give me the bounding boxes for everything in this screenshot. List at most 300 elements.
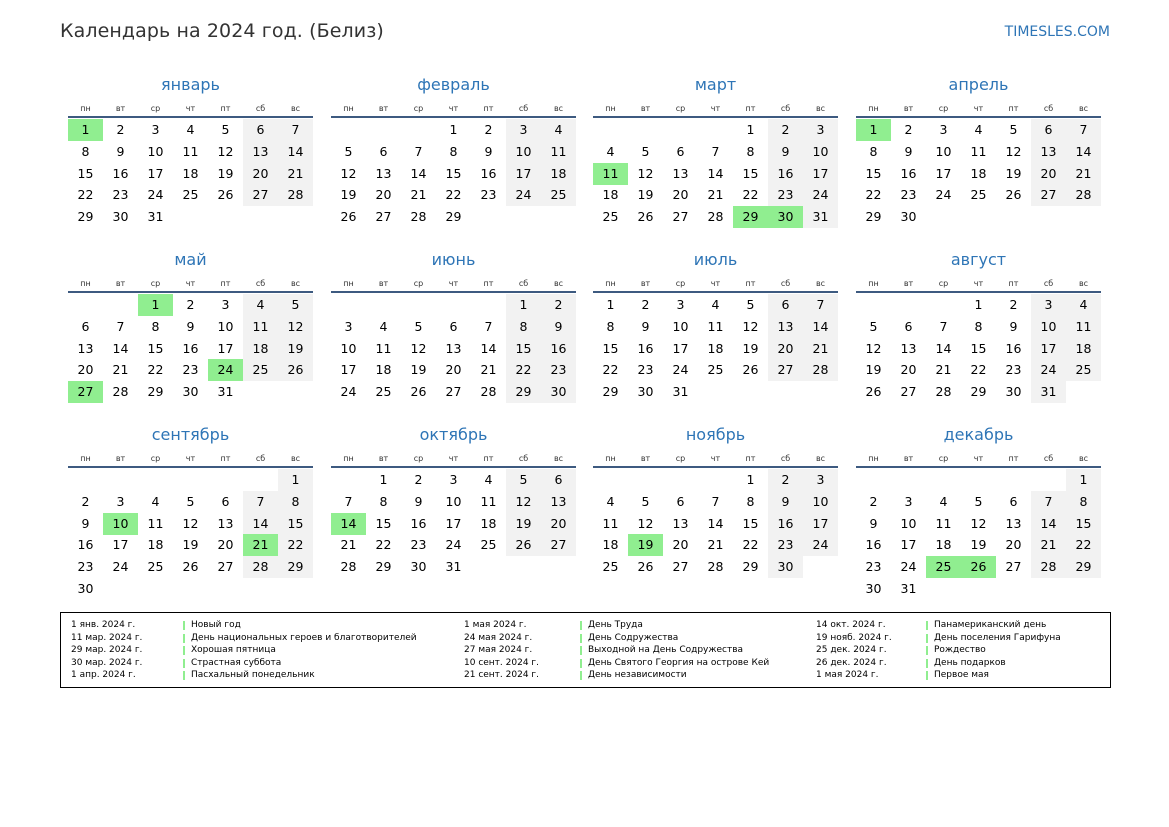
calendar-day: 12 xyxy=(217,143,234,159)
calendar-day: 18 xyxy=(707,340,724,356)
holiday-day: 27 xyxy=(68,381,103,403)
calendar-day: 12 xyxy=(340,165,357,181)
calendar-day: 25 xyxy=(1066,359,1101,381)
calendar-day: 14 xyxy=(1031,513,1066,535)
legend-marker xyxy=(580,621,582,630)
calendar-day: 18 xyxy=(541,163,576,185)
calendar-day: 20 xyxy=(375,187,392,203)
weekday-label: пн xyxy=(868,104,879,113)
calendar-day: 15 xyxy=(742,515,759,531)
calendar-day: 16 xyxy=(410,515,427,531)
holiday-date: 10 сент. 2024 г. xyxy=(464,657,540,668)
weekday-label: вт xyxy=(903,104,914,113)
calendar-day: 9 xyxy=(81,515,90,531)
calendar-day: 9 xyxy=(1009,318,1018,334)
weekday-label: сб xyxy=(518,104,529,113)
calendar-day: 16 xyxy=(768,163,803,185)
calendar-day: 26 xyxy=(410,384,427,399)
calendar-day: 24 xyxy=(506,184,541,206)
weekday-label: ср xyxy=(150,279,161,288)
calendar-day: 5 xyxy=(746,297,755,312)
weekday-label: пт xyxy=(483,279,494,288)
calendar-day: 31 xyxy=(147,209,164,224)
holiday-day: 1 xyxy=(856,119,891,141)
calendar-day: 22 xyxy=(147,362,164,378)
calendar-day: 28 xyxy=(1066,184,1101,206)
calendar-day: 27 xyxy=(900,384,917,399)
calendar-day: 29 xyxy=(970,384,987,399)
weekday-label: чт xyxy=(185,454,196,463)
legend-marker xyxy=(926,659,928,668)
calendar-day: 23 xyxy=(112,187,129,203)
calendar-day: 3 xyxy=(803,469,838,491)
holiday-legend xyxy=(60,612,1111,688)
calendar-day: 14 xyxy=(480,340,497,356)
weekday-label: сб xyxy=(518,279,529,288)
weekday-label: сб xyxy=(518,454,529,463)
calendar-day: 16 xyxy=(865,537,882,553)
calendar-day: 13 xyxy=(768,316,803,338)
calendar-day: 7 xyxy=(414,143,423,159)
calendar-day: 31 xyxy=(445,559,462,574)
calendar-day: 2 xyxy=(641,297,650,312)
holiday-day: 26 xyxy=(961,556,996,578)
legend-marker xyxy=(183,634,185,643)
header-rule xyxy=(331,291,576,293)
calendar-day: 5 xyxy=(641,143,650,159)
calendar-day: 7 xyxy=(278,119,313,141)
calendar-day: 3 xyxy=(904,493,913,509)
calendar-day: 30 xyxy=(182,384,199,399)
calendar-day: 8 xyxy=(869,143,878,159)
weekday-label: чт xyxy=(973,104,984,113)
calendar-day: 15 xyxy=(147,340,164,356)
weekday-label: пн xyxy=(80,279,91,288)
calendar-day: 21 xyxy=(480,362,497,378)
calendar-day: 31 xyxy=(672,384,689,399)
calendar-day: 11 xyxy=(707,318,724,334)
month-name: сентябрь xyxy=(151,425,230,444)
calendar-day: 18 xyxy=(935,537,952,553)
holiday-day: 1 xyxy=(138,294,173,316)
weekday-label: пн xyxy=(80,104,91,113)
weekday-label: чт xyxy=(448,104,459,113)
weekday-label: вт xyxy=(640,454,651,463)
calendar-day: 25 xyxy=(602,209,619,224)
weekday-label: сб xyxy=(1043,104,1054,113)
weekday-label: пт xyxy=(220,279,231,288)
calendar-day: 24 xyxy=(147,187,164,203)
header-rule xyxy=(331,466,576,468)
calendar-day: 17 xyxy=(340,362,357,378)
calendar-day: 27 xyxy=(672,559,689,574)
site-link[interactable]: TIMESLES.COM xyxy=(1004,24,1110,40)
calendar-day: 1 xyxy=(1066,469,1101,491)
holiday-day: 14 xyxy=(331,513,366,535)
calendar-day: 11 xyxy=(935,515,952,531)
calendar-day: 23 xyxy=(900,187,917,203)
legend-marker xyxy=(183,659,185,668)
calendar-day: 27 xyxy=(1005,559,1022,574)
calendar-day: 27 xyxy=(541,534,576,556)
weekday-label: вс xyxy=(553,454,564,463)
holiday-date: 1 мая 2024 г. xyxy=(816,670,879,681)
calendar-day: 17 xyxy=(217,340,234,356)
weekday-label: пн xyxy=(605,454,616,463)
calendar-day: 10 xyxy=(217,318,234,334)
calendar-day: 19 xyxy=(742,340,759,356)
calendar-day: 2 xyxy=(541,294,576,316)
calendar-day: 31 xyxy=(1031,381,1066,403)
calendar-day: 9 xyxy=(414,493,423,509)
calendar-day: 3 xyxy=(676,297,685,312)
calendar-day: 13 xyxy=(217,515,234,531)
legend-marker xyxy=(183,646,185,655)
legend-marker xyxy=(580,671,582,680)
weekday-label: вт xyxy=(378,279,389,288)
calendar-day: 14 xyxy=(803,316,838,338)
calendar-day: 29 xyxy=(77,209,94,224)
calendar-day: 2 xyxy=(81,493,90,509)
calendar-day: 11 xyxy=(602,515,619,531)
calendar-day: 8 xyxy=(974,318,983,334)
calendar-day: 13 xyxy=(375,165,392,181)
calendar-day: 20 xyxy=(672,537,689,553)
calendar-day: 19 xyxy=(410,362,427,378)
calendar-day: 14 xyxy=(112,340,129,356)
weekday-label: ср xyxy=(413,279,424,288)
weekday-label: ср xyxy=(675,279,686,288)
calendar-day: 26 xyxy=(506,534,541,556)
weekday-label: ср xyxy=(938,454,949,463)
weekday-label: чт xyxy=(973,454,984,463)
calendar-day: 25 xyxy=(375,384,392,399)
holiday-name: День национальных героев и благотворителей xyxy=(191,632,417,643)
weekday-label: вс xyxy=(1078,279,1089,288)
calendar-day: 26 xyxy=(1005,187,1022,203)
holiday-name: День подарков xyxy=(934,657,1006,668)
calendar-day: 30 xyxy=(112,209,129,224)
calendar-day: 17 xyxy=(803,163,838,185)
calendar-day: 28 xyxy=(112,384,129,399)
weekday-label: вт xyxy=(903,454,914,463)
month-name: декабрь xyxy=(943,425,1014,444)
calendar-day: 16 xyxy=(637,340,654,356)
calendar-day: 28 xyxy=(1031,556,1066,578)
legend-marker xyxy=(580,659,582,668)
calendar-day: 6 xyxy=(676,493,685,509)
calendar-day: 29 xyxy=(278,556,313,578)
weekday-label: вс xyxy=(1078,104,1089,113)
weekday-label: вс xyxy=(815,454,826,463)
legend-marker xyxy=(183,671,185,680)
calendar-day: 1 xyxy=(449,122,458,137)
weekday-label: вт xyxy=(903,279,914,288)
calendar-day: 13 xyxy=(1005,515,1022,531)
calendar-day: 19 xyxy=(970,537,987,553)
calendar-day: 29 xyxy=(742,559,759,574)
calendar-day: 26 xyxy=(217,187,234,203)
calendar-day: 4 xyxy=(606,143,615,159)
header-rule xyxy=(68,466,313,468)
calendar-day: 30 xyxy=(865,580,882,596)
calendar-day: 21 xyxy=(410,187,427,203)
calendar-day: 13 xyxy=(1031,141,1066,163)
header-rule xyxy=(593,291,838,293)
weekday-label: пн xyxy=(343,454,354,463)
calendar-day: 11 xyxy=(970,143,987,159)
holiday-date: 26 дек. 2024 г. xyxy=(816,657,887,668)
calendar-day: 7 xyxy=(1066,119,1101,141)
calendar-day: 16 xyxy=(182,340,199,356)
calendar-day: 5 xyxy=(344,143,353,159)
legend-marker xyxy=(926,634,928,643)
weekday-label: чт xyxy=(185,104,196,113)
calendar-day: 12 xyxy=(637,515,654,531)
calendar-day: 12 xyxy=(410,340,427,356)
legend-marker xyxy=(926,646,928,655)
calendar-day: 17 xyxy=(445,515,462,531)
calendar-day: 20 xyxy=(243,163,278,185)
header-rule xyxy=(593,466,838,468)
holiday-name: День независимости xyxy=(588,670,687,681)
calendar-day: 5 xyxy=(974,493,983,509)
calendar-day: 10 xyxy=(506,141,541,163)
weekday-header xyxy=(68,102,313,116)
calendar-day: 11 xyxy=(182,143,199,159)
calendar-day: 22 xyxy=(602,362,619,378)
calendar-day: 5 xyxy=(506,469,541,491)
calendar-day: 7 xyxy=(803,294,838,316)
calendar-day: 5 xyxy=(186,493,195,509)
weekday-label: пт xyxy=(745,279,756,288)
holiday-day: 25 xyxy=(926,556,961,578)
calendar-day: 10 xyxy=(445,493,462,509)
calendar-day: 14 xyxy=(1066,141,1101,163)
calendar-day: 3 xyxy=(803,119,838,141)
weekday-label: пн xyxy=(343,279,354,288)
calendar-day: 18 xyxy=(147,537,164,553)
calendar-day: 21 xyxy=(803,338,838,360)
calendar-day: 27 xyxy=(375,209,392,224)
calendar-day: 18 xyxy=(970,165,987,181)
header-rule xyxy=(856,291,1101,293)
calendar-day: 4 xyxy=(243,294,278,316)
calendar-day: 16 xyxy=(1005,340,1022,356)
calendar-day: 26 xyxy=(637,559,654,574)
calendar-day: 4 xyxy=(711,297,720,312)
calendar-day: 5 xyxy=(414,318,423,334)
calendar-day: 29 xyxy=(375,559,392,574)
calendar-day: 19 xyxy=(217,165,234,181)
calendar-day: 19 xyxy=(182,537,199,553)
weekday-label: вт xyxy=(640,104,651,113)
calendar-day: 10 xyxy=(803,141,838,163)
calendar-day: 10 xyxy=(1031,316,1066,338)
calendar-day: 2 xyxy=(1009,297,1018,312)
weekday-label: чт xyxy=(185,279,196,288)
calendar-day: 23 xyxy=(541,359,576,381)
calendar-day: 31 xyxy=(803,206,838,228)
month-name: апрель xyxy=(948,75,1009,94)
calendar-day: 28 xyxy=(935,384,952,399)
weekday-label: ср xyxy=(675,104,686,113)
calendar-day: 21 xyxy=(278,163,313,185)
holiday-name: Панамериканский день xyxy=(934,620,1047,630)
calendar-day: 8 xyxy=(506,316,541,338)
weekday-label: вс xyxy=(815,104,826,113)
calendar-day: 13 xyxy=(77,340,94,356)
calendar-day: 20 xyxy=(672,187,689,203)
weekday-label: сб xyxy=(255,279,266,288)
weekday-label: чт xyxy=(973,279,984,288)
weekday-label: ср xyxy=(675,454,686,463)
header-rule xyxy=(68,116,313,118)
header-rule xyxy=(68,291,313,293)
weekday-header xyxy=(331,277,576,291)
calendar-day: 6 xyxy=(541,469,576,491)
calendar-day: 24 xyxy=(1031,359,1066,381)
calendar-day: 8 xyxy=(379,493,388,509)
calendar-day: 1 xyxy=(379,472,388,487)
calendar-day: 29 xyxy=(865,209,882,224)
calendar-day: 17 xyxy=(147,165,164,181)
calendar-day: 2 xyxy=(186,297,195,312)
holiday-name: Рождество xyxy=(934,645,986,656)
weekday-header xyxy=(593,452,838,466)
header-rule xyxy=(856,466,1101,468)
calendar-day: 22 xyxy=(742,187,759,203)
month-name: август xyxy=(950,250,1007,269)
calendar-day: 9 xyxy=(768,141,803,163)
calendar-day: 26 xyxy=(637,209,654,224)
calendar-day: 12 xyxy=(742,318,759,334)
calendar-day: 12 xyxy=(278,316,313,338)
weekday-label: пт xyxy=(1008,104,1019,113)
calendar-day: 28 xyxy=(803,359,838,381)
calendar-day: 14 xyxy=(707,165,724,181)
calendar-day: 22 xyxy=(506,359,541,381)
calendar-day: 15 xyxy=(506,338,541,360)
calendar-day: 24 xyxy=(672,362,689,378)
calendar-day: 26 xyxy=(278,359,313,381)
calendar-day: 22 xyxy=(445,187,462,203)
holiday-day: 19 xyxy=(628,534,663,556)
calendar-day: 13 xyxy=(243,141,278,163)
calendar-day: 28 xyxy=(410,209,427,224)
calendar-day: 16 xyxy=(480,165,497,181)
calendar-day: 28 xyxy=(243,556,278,578)
calendar-day: 14 xyxy=(243,513,278,535)
holiday-day: 29 xyxy=(733,206,768,228)
weekday-label: чт xyxy=(710,104,721,113)
calendar-day: 2 xyxy=(484,122,493,137)
calendar-day: 1 xyxy=(974,297,983,312)
weekday-label: сб xyxy=(255,104,266,113)
calendar-day: 29 xyxy=(506,381,541,403)
calendar-day: 8 xyxy=(1066,491,1101,513)
calendar-day: 12 xyxy=(865,340,882,356)
holiday-name: Первое мая xyxy=(934,670,989,681)
calendar-day: 29 xyxy=(147,384,164,399)
calendar-day: 23 xyxy=(480,187,497,203)
calendar-day: 30 xyxy=(541,381,576,403)
calendar-day: 6 xyxy=(904,318,913,334)
calendar-day: 7 xyxy=(243,491,278,513)
weekday-label: вс xyxy=(290,454,301,463)
holiday-name: Страстная суббота xyxy=(191,657,282,668)
calendar-day: 11 xyxy=(1066,316,1101,338)
weekday-label: вт xyxy=(640,279,651,288)
calendar-day: 12 xyxy=(182,515,199,531)
calendar-day: 14 xyxy=(278,141,313,163)
calendar-day: 4 xyxy=(939,493,948,509)
calendar-day: 21 xyxy=(935,362,952,378)
calendar-day: 16 xyxy=(112,165,129,181)
weekday-label: ср xyxy=(150,104,161,113)
calendar-day: 4 xyxy=(1066,294,1101,316)
calendar-day: 15 xyxy=(1066,513,1101,535)
calendar-day: 15 xyxy=(865,165,882,181)
weekday-label: вс xyxy=(290,104,301,113)
calendar-day: 10 xyxy=(900,515,917,531)
holiday-name: День Содружества xyxy=(588,632,679,643)
calendar-day: 10 xyxy=(147,143,164,159)
calendar-day: 1 xyxy=(278,469,313,491)
weekday-label: вт xyxy=(115,454,126,463)
weekday-label: пн xyxy=(343,104,354,113)
holiday-name: День поселения Гарифуна xyxy=(934,632,1061,643)
weekday-label: сб xyxy=(780,104,791,113)
calendar-day: 3 xyxy=(116,493,125,509)
calendar-day: 1 xyxy=(606,297,615,312)
calendar-day: 23 xyxy=(768,534,803,556)
calendar-day: 19 xyxy=(865,362,882,378)
weekday-label: пн xyxy=(80,454,91,463)
calendar-day: 1 xyxy=(506,294,541,316)
calendar-day: 30 xyxy=(410,559,427,574)
calendar-day: 12 xyxy=(637,165,654,181)
legend-marker xyxy=(183,621,185,630)
calendar-day: 22 xyxy=(375,537,392,553)
calendar-day: 27 xyxy=(768,359,803,381)
calendar-day: 21 xyxy=(707,187,724,203)
calendar-day: 25 xyxy=(480,537,497,553)
holiday-date: 14 окт. 2024 г. xyxy=(816,620,886,630)
calendar-day: 22 xyxy=(970,362,987,378)
calendar-day: 14 xyxy=(935,340,952,356)
calendar-day: 6 xyxy=(1031,119,1066,141)
weekday-label: вс xyxy=(553,279,564,288)
holiday-date: 29 мар. 2024 г. xyxy=(71,645,143,656)
calendar-day: 24 xyxy=(803,534,838,556)
calendar-day: 20 xyxy=(445,362,462,378)
weekday-label: пн xyxy=(605,279,616,288)
calendar-day: 5 xyxy=(869,318,878,334)
calendar-day: 20 xyxy=(77,362,94,378)
weekday-header xyxy=(68,452,313,466)
calendar-day: 24 xyxy=(900,559,917,574)
calendar-day: 24 xyxy=(803,184,838,206)
calendar-day: 18 xyxy=(602,537,619,553)
weekday-label: ср xyxy=(150,454,161,463)
calendar-day: 17 xyxy=(1031,338,1066,360)
weekday-label: вт xyxy=(115,279,126,288)
calendar-day: 13 xyxy=(672,165,689,181)
calendar-day: 23 xyxy=(865,559,882,574)
calendar-day: 21 xyxy=(707,537,724,553)
calendar-day: 20 xyxy=(217,537,234,553)
